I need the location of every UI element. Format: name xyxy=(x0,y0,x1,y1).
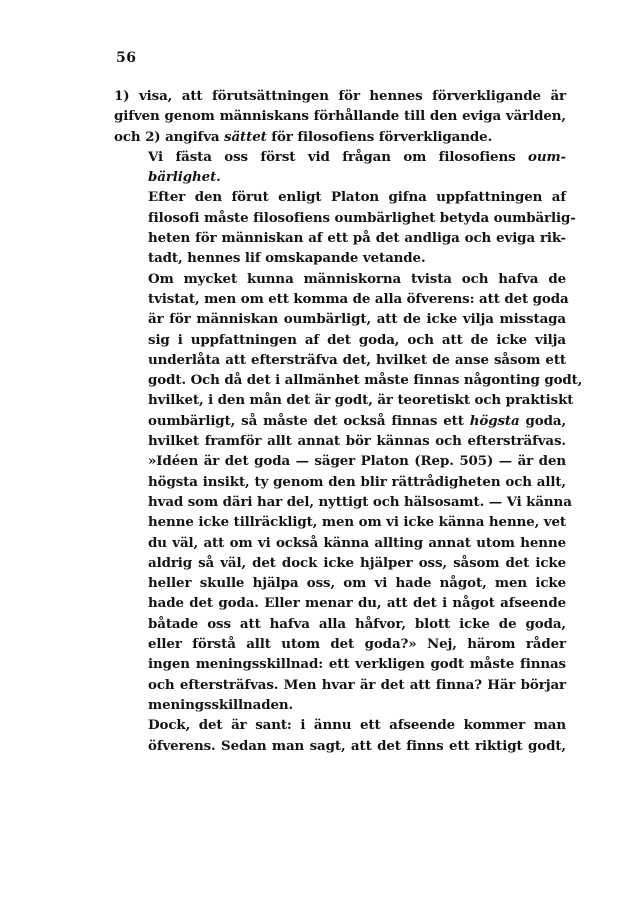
text-segment: hvilket, i den mån det är godt, är teoretiskt och praktiskt xyxy=(148,392,574,409)
text-segment: och 2) angifva xyxy=(114,128,225,145)
text-segment: Efter den förut enligt Platon gifna uppfattningen af xyxy=(148,189,566,206)
text-segment: oumbärligt, så måste det också finnas ett xyxy=(148,412,470,429)
text-segment: underlåta att eftersträfva det, hvilket de anse såsom ett xyxy=(148,351,566,368)
text-segment: hvad som däri har del, nyttigt och hälsosamt. — Vi känna xyxy=(148,493,572,510)
text-line xyxy=(114,350,566,370)
body-text xyxy=(114,86,583,756)
text-segment: för filosofiens förverkligande. xyxy=(266,128,493,145)
text-segment: henne icke tillräckligt, men om vi icke känna henne, vet xyxy=(148,514,566,531)
text-segment: hade det goda. Eller menar du, att det i något afseende xyxy=(148,595,566,612)
text-segment: goda, xyxy=(519,412,567,429)
emphasized-text: högsta xyxy=(469,412,520,429)
text-line xyxy=(114,106,566,126)
text-segment: filosofi måste filosofiens oumbärlighet betyda oumbärlig- xyxy=(148,209,576,226)
text-line xyxy=(114,533,566,553)
text-segment: meningsskillnaden. xyxy=(148,696,294,713)
text-line xyxy=(114,269,566,289)
text-line xyxy=(114,187,566,207)
text-segment: hvilket framför allt annat bör kännas och eftersträfvas. xyxy=(148,433,566,450)
text-line xyxy=(114,512,566,532)
text-segment: tadt, hennes lif omskapande vetande. xyxy=(148,250,426,267)
text-segment: heller skulle hjälpa oss, om vi hade något, men icke xyxy=(148,575,566,592)
text-segment: aldrig så väl, det dock icke hjälper oss, såsom det icke xyxy=(148,554,566,571)
text-line xyxy=(114,472,566,492)
text-segment: du väl, att om vi också känna allting annat utom henne xyxy=(148,534,566,551)
text-segment: Dock, det är sant: i ännu ett afseende kommer man xyxy=(148,717,566,734)
emphasized-text: oum- xyxy=(528,148,566,165)
text-line xyxy=(114,675,566,695)
paragraph xyxy=(114,86,566,147)
text-line xyxy=(114,208,576,228)
text-line xyxy=(114,330,566,350)
text-line xyxy=(114,573,566,593)
emphasized-text: bärlighet. xyxy=(148,169,221,186)
text-line xyxy=(114,289,569,309)
paragraph xyxy=(114,147,566,188)
text-segment: högsta insikt, ty genom den blir rättrådigheten och allt, xyxy=(148,473,566,490)
text-segment: eller förstå allt utom det goda?» Nej, härom råder xyxy=(148,636,566,653)
text-line xyxy=(114,147,566,167)
text-segment: tvistat, men om ett komma de alla öfverens: att det goda xyxy=(148,290,569,307)
text-line xyxy=(114,127,566,147)
text-line xyxy=(114,492,572,512)
text-segment: och eftersträfvas. Men hvar är det att finna? Här börjar xyxy=(148,676,566,693)
text-line xyxy=(114,411,566,431)
text-segment: båtade oss att hafva alla håfvor, blott icke de goda, xyxy=(148,615,566,632)
text-segment: »Idéen är det goda — säger Platon (Rep. 505) — är den xyxy=(148,453,566,470)
text-line xyxy=(114,451,566,471)
text-segment: öfverens. Sedan man sagt, att det finns ett riktigt godt, xyxy=(148,737,566,754)
text-segment: sig i uppfattningen af det goda, och att de icke vilja xyxy=(148,331,566,348)
paragraph xyxy=(114,187,576,268)
text-segment: heten för människan af ett på det andliga och eviga rik- xyxy=(148,230,566,247)
text-line xyxy=(114,736,566,756)
text-line xyxy=(114,431,566,451)
text-line xyxy=(114,309,566,329)
page-number: 56 xyxy=(116,50,137,66)
text-segment: godt. Och då det i allmänhet måste finnas någonting godt, xyxy=(148,372,583,389)
book-page xyxy=(114,48,583,756)
text-line xyxy=(114,248,566,268)
text-segment: Om mycket kunna människorna tvista och hafva de xyxy=(148,270,566,287)
text-line xyxy=(114,654,566,674)
text-line xyxy=(114,390,574,410)
text-line xyxy=(114,634,566,654)
paragraph xyxy=(114,269,583,716)
text-line xyxy=(114,695,566,715)
text-line xyxy=(114,614,566,634)
text-line xyxy=(114,370,583,390)
paragraph xyxy=(114,715,566,756)
text-segment: gifven genom människans förhållande till den eviga världen, xyxy=(114,108,566,125)
text-line xyxy=(114,593,566,613)
text-segment: 1) visa, att förutsättningen för hennes förverkligande är xyxy=(114,88,566,104)
text-line xyxy=(114,553,566,573)
text-line xyxy=(114,167,566,187)
emphasized-text: sättet xyxy=(224,128,267,145)
text-segment: är för människan oumbärligt, att de icke vilja misstaga xyxy=(148,311,566,328)
text-line xyxy=(114,228,566,248)
text-line xyxy=(114,715,566,735)
text-line xyxy=(114,86,566,106)
text-segment: Vi fästa oss först vid frågan om filosofiens xyxy=(148,148,528,165)
text-segment: ingen meningsskillnad: ett verkligen godt måste finnas xyxy=(148,656,566,673)
